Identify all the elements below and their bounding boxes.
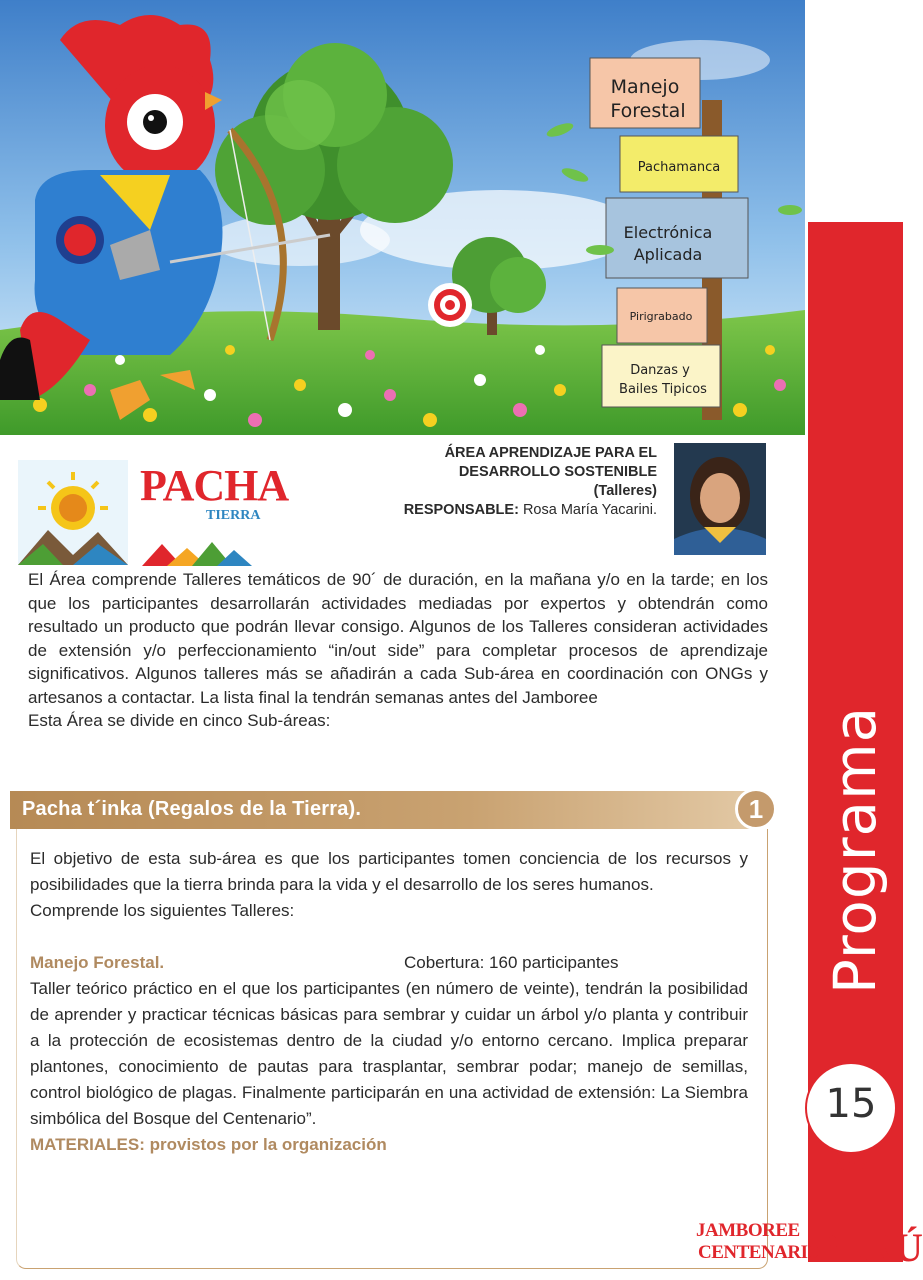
workshop-coverage: Cobertura: 160 participantes <box>404 953 619 972</box>
responsable-label: RESPONSABLE: <box>403 502 519 518</box>
intro-text <box>28 568 768 733</box>
responsable-name: Rosa María Yacarini. <box>522 502 657 518</box>
area-header <box>404 444 657 520</box>
workshop-description: Taller teórico práctico en el que los participantes (en número de veinte), tendrán la posibilidad de aprender y practicar técnicas básicas para sembrar y cuidar un árbol y/o planta y contribuir a la protección de ecosistemas dentro de la ciudad y/o entorno cercano. Implica preparar plantones, conocimiento de pautas para trasplantar, sembrar podar; manejo de semillas, control biológico de plagas. Finalmente participarán en una actividad de extensión: La Siembra simbólica del Bosque del Centenario”. <box>30 979 748 1128</box>
hero-illustration <box>0 0 805 435</box>
area-title-line1: ÁREA APRENDIZAJE PARA EL <box>444 445 657 461</box>
pacha-tierra-logo <box>18 460 289 568</box>
workshop-heading-row <box>30 950 748 976</box>
comprende-text: Comprende los siguientes Talleres: <box>30 901 295 920</box>
peru-text: PERÚ <box>814 1225 923 1270</box>
area-title-line2: DESARROLLO SOSTENIBLE <box>458 464 657 480</box>
page-number-badge <box>805 1062 897 1154</box>
subareas-line: Esta Área se divide en cinco Sub-áreas: <box>28 711 331 730</box>
logo-pacha-text: PACHA <box>140 461 289 510</box>
sign-label: Pirigrabado <box>629 310 693 323</box>
logo-mountains-icon <box>142 536 252 566</box>
sign-label: Electrónica <box>623 223 713 242</box>
area-title-line3: (Talleres) <box>593 483 657 499</box>
workshop-title: Manejo Forestal. <box>30 953 165 972</box>
side-section-label <box>808 690 903 1010</box>
logo-tierra-text: TIERRA <box>206 508 261 523</box>
sign-label: Manejo <box>610 76 680 98</box>
intro-paragraph: El Área comprende Talleres temáticos de 90´ de duración, en la mañana y/o en la tarde; en los que los participantes desarrollarán actividades mediadas por expertos y obtendrán como resultado un producto que podrán llevar consigo. Algunos de los Talleres consideran actividades de extensión y/o perfeccionamiento “in/out side” para completar procesos de aprendizaje significativos. Algunos talleres más se añadirán a cada Sub-área en coordinación con ONGs y artesanos a contactar. La lista final la tendrán semanas antes del Jamboree <box>28 570 768 707</box>
jamboree-text: JAMBOREE <box>696 1220 800 1241</box>
section-number: 1 <box>735 788 777 830</box>
sign-label: Aplicada <box>633 245 703 264</box>
responsable-line <box>404 501 657 520</box>
jamboree-logo <box>696 1218 923 1274</box>
responsable-photo <box>674 443 766 555</box>
sign-label: Bailes Tipicos <box>619 382 707 397</box>
centenario-text: CENTENARIO <box>698 1242 822 1263</box>
materials-line: MATERIALES: provistos por la organización <box>30 1135 387 1154</box>
sun-mountains-icon <box>18 460 138 568</box>
programa-label: Programa <box>821 705 890 995</box>
section-title: Pacha t´inka (Regalos de la Tierra). <box>22 798 362 820</box>
sign-label: Pachamanca <box>637 160 721 175</box>
sign-label: Danzas y <box>630 363 690 378</box>
hero-scene <box>0 0 805 435</box>
portrait-image <box>674 443 766 555</box>
knot-icon <box>834 1150 870 1176</box>
sign-label: Forestal <box>610 100 686 122</box>
page-number: 15 <box>825 1081 877 1127</box>
objective-text: El objetivo de esta sub-área es que los participantes tomen conciencia de los recursos y posibilidades que la tierra brinda para la vida y el desarrollo de los seres humanos. <box>30 849 748 894</box>
section-body <box>30 846 748 1158</box>
